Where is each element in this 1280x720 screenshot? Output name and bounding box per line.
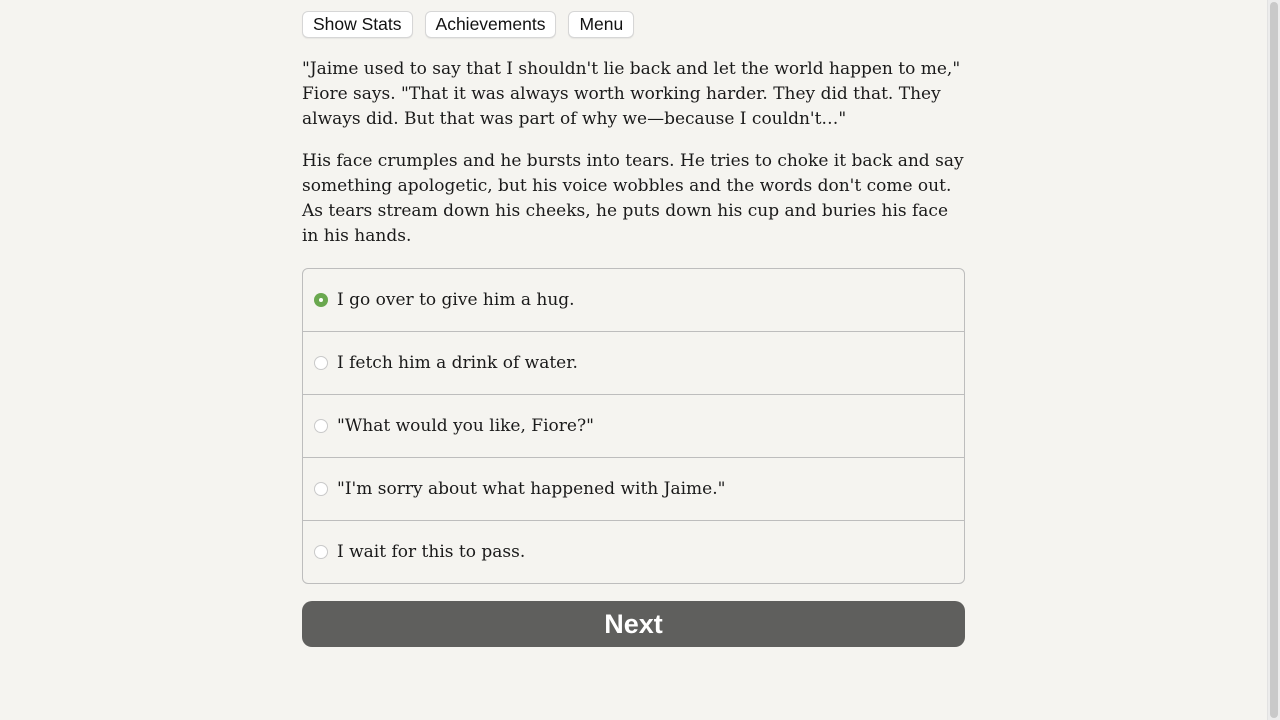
choice-option[interactable] xyxy=(303,394,964,457)
story-paragraph: "Jaime used to say that I shouldn't lie back and let the world happen to me," Fiore says. "That it was always worth working harder. They did that. They always did. But that was part of why we—because I couldn't…" xyxy=(302,59,961,129)
menu-button[interactable]: Menu xyxy=(568,11,634,38)
radio-selected-icon[interactable] xyxy=(314,293,328,307)
vertical-scrollbar[interactable] xyxy=(1267,0,1280,720)
choice-option[interactable] xyxy=(303,331,964,394)
radio-unselected-icon[interactable] xyxy=(314,545,328,559)
radio-unselected-icon[interactable] xyxy=(314,419,328,433)
scrollbar-thumb[interactable] xyxy=(1270,2,1278,718)
choice-option[interactable] xyxy=(303,457,964,520)
achievements-button[interactable]: Achievements xyxy=(425,11,557,38)
radio-unselected-icon[interactable] xyxy=(314,482,328,496)
choice-option[interactable] xyxy=(303,520,964,583)
show-stats-button[interactable]: Show Stats xyxy=(302,11,413,38)
choice-option[interactable] xyxy=(303,269,964,331)
choice-label: "I'm sorry about what happened with Jaime." xyxy=(337,479,726,499)
choice-label: "What would you like, Fiore?" xyxy=(337,416,594,436)
choice-list xyxy=(302,268,965,584)
choice-label: I wait for this to pass. xyxy=(337,542,526,562)
choice-label: I go over to give him a hug. xyxy=(337,290,575,310)
next-button[interactable]: Next xyxy=(302,601,965,647)
story-paragraph: His face crumples and he bursts into tears. He tries to choke it back and say something apologetic, but his voice wobbles and the words don't come out. As tears stream down his cheeks, he puts down his cup and buries his face in his hands. xyxy=(302,151,964,246)
top-toolbar xyxy=(302,11,965,38)
choice-label: I fetch him a drink of water. xyxy=(337,353,578,373)
radio-unselected-icon[interactable] xyxy=(314,356,328,370)
game-content xyxy=(302,11,965,647)
